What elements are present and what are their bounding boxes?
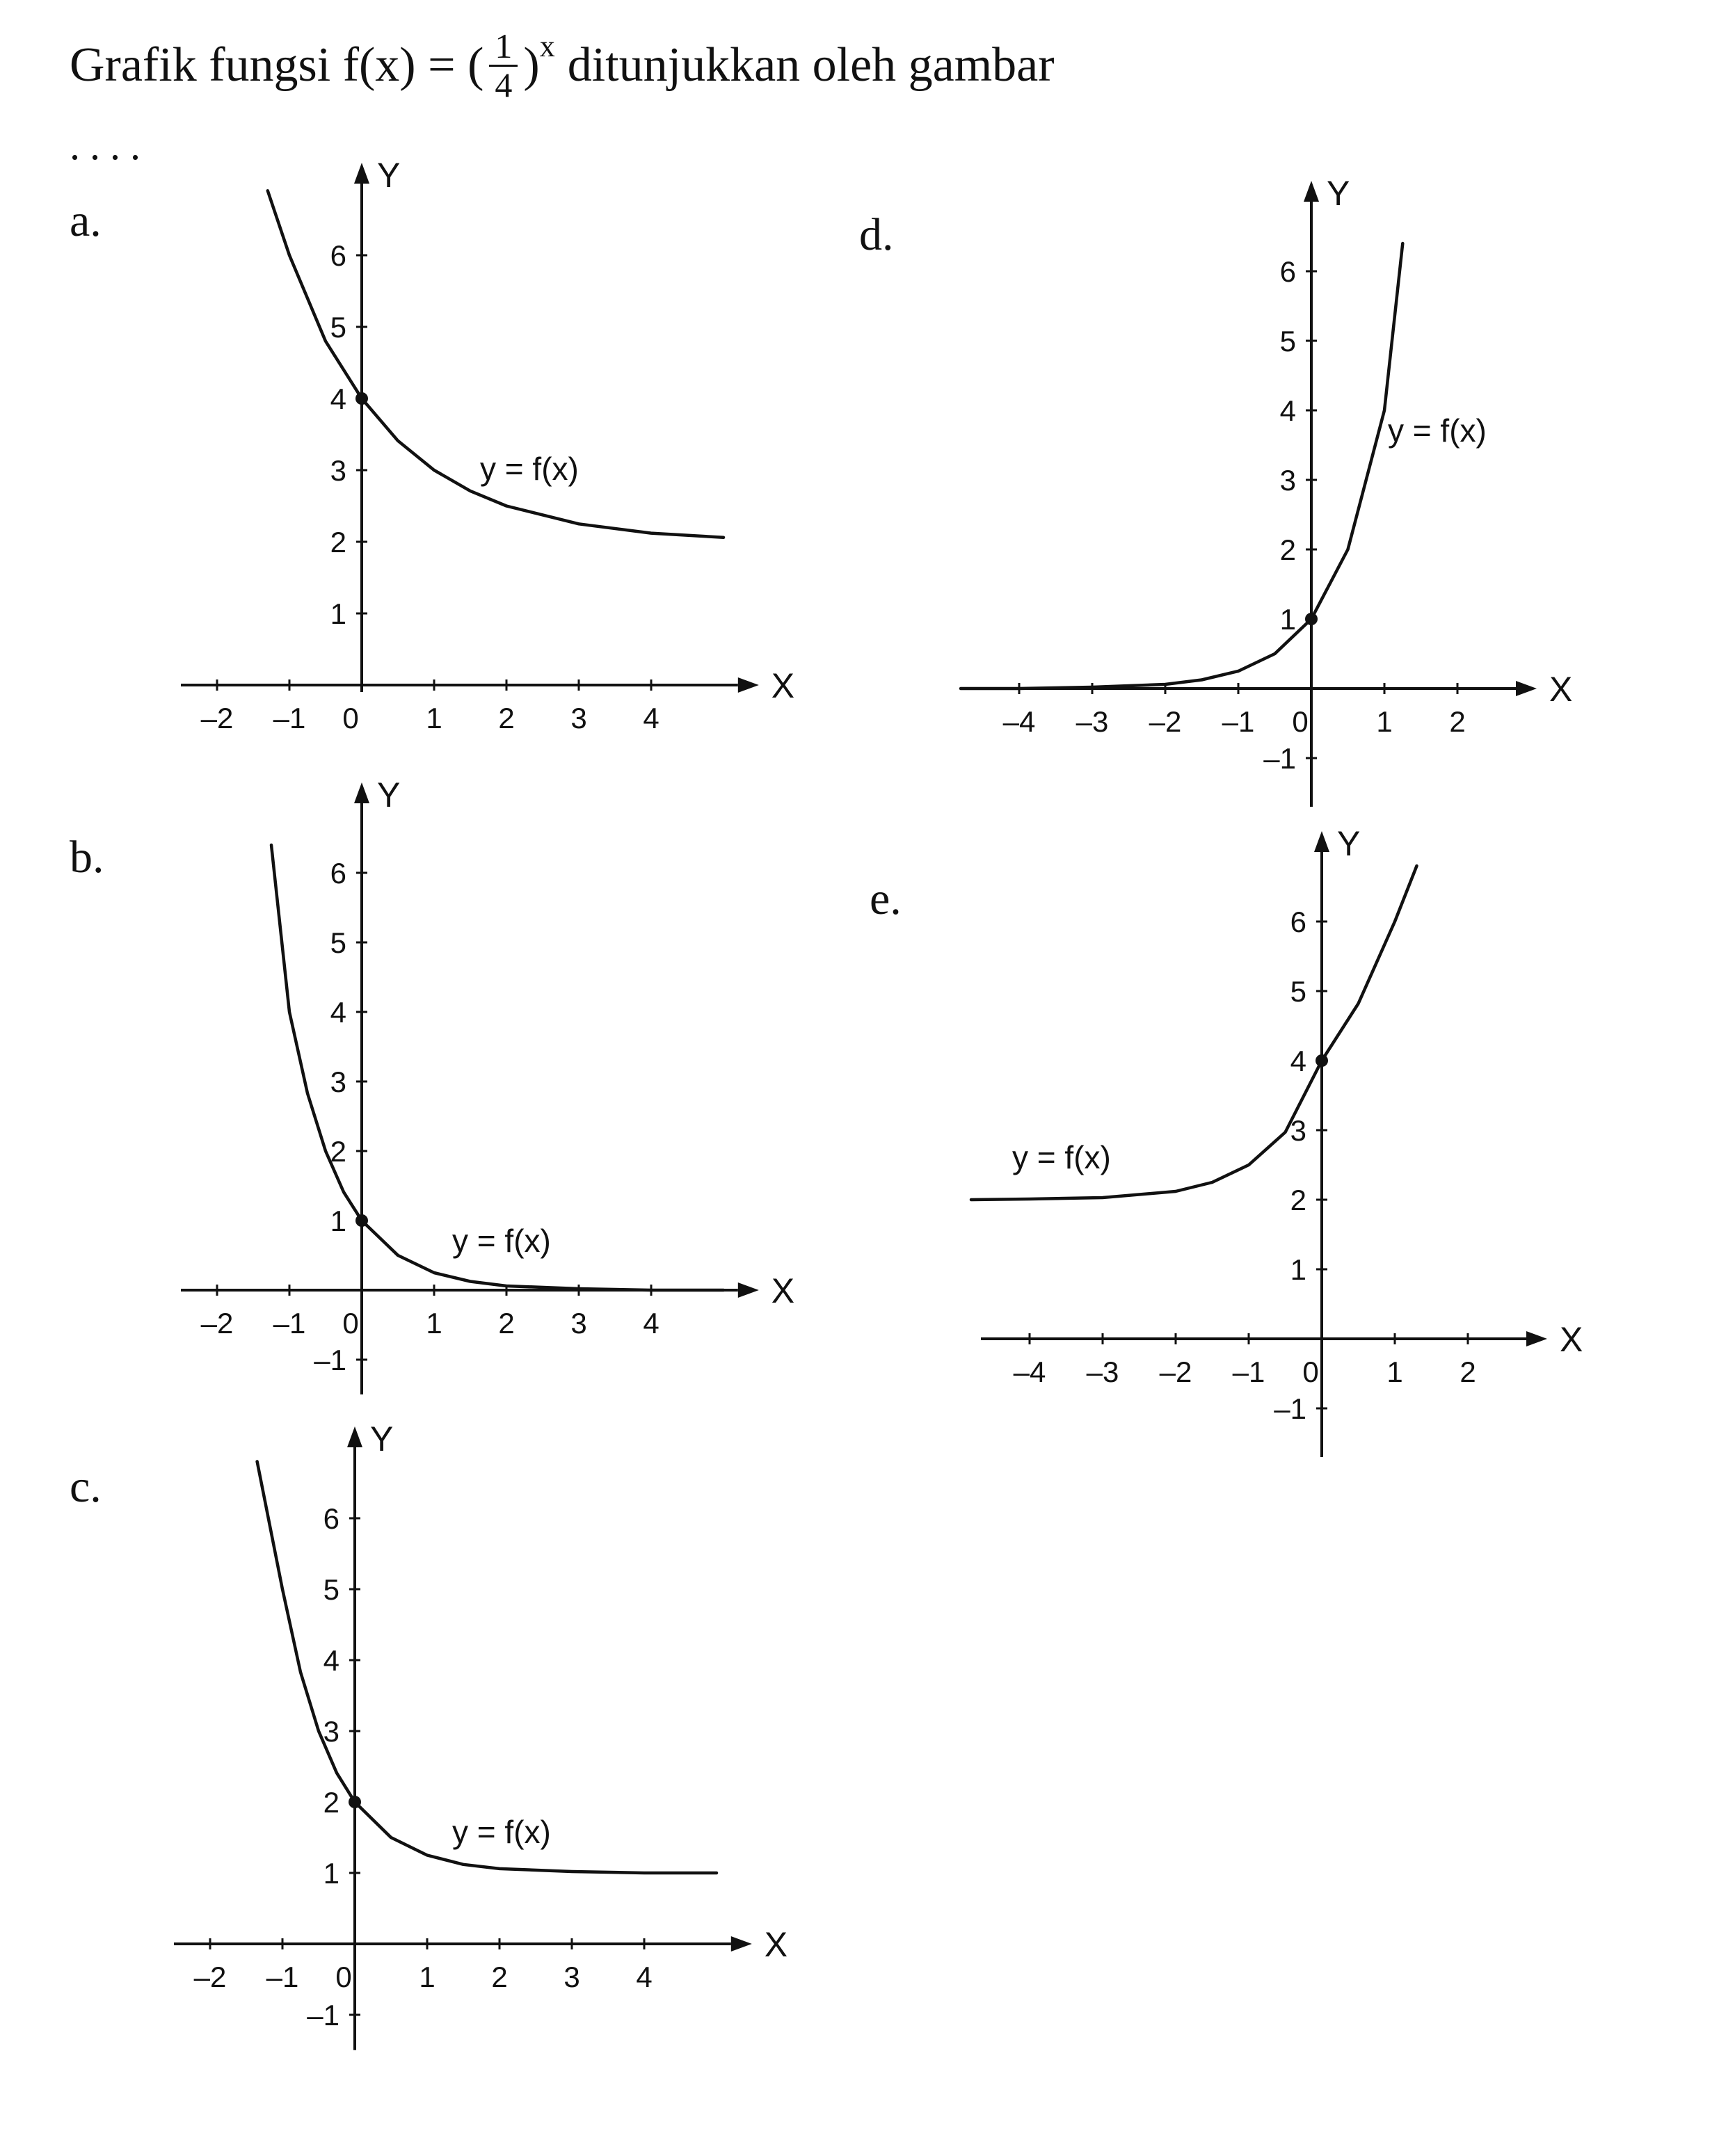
x-tick-label: –3 bbox=[1076, 705, 1109, 738]
intercept-point bbox=[355, 392, 368, 405]
question-suffix: ditunjukkan oleh gambar bbox=[567, 38, 1055, 92]
x-tick-label: 3 bbox=[570, 1307, 587, 1340]
function-curve bbox=[961, 243, 1402, 689]
curve-label: y = f(x) bbox=[452, 1223, 551, 1259]
option-label-b: b. bbox=[70, 832, 104, 883]
y-tick-label: 1 bbox=[1290, 1253, 1306, 1286]
y-tick-label: 6 bbox=[1279, 255, 1296, 288]
x-tick-label: 2 bbox=[1449, 705, 1466, 738]
fraction bbox=[489, 28, 518, 103]
y-tick-label: 4 bbox=[330, 383, 346, 415]
question-prefix: Grafik fungsi f(x) = ( bbox=[70, 38, 484, 92]
x-tick-label: 1 bbox=[426, 1307, 442, 1340]
x-tick-label: 4 bbox=[636, 1961, 653, 1993]
y-tick-label: 4 bbox=[330, 996, 346, 1029]
x-tick-label: 4 bbox=[643, 702, 659, 734]
y-tick-label: 6 bbox=[323, 1502, 339, 1535]
y-tick-label: 4 bbox=[1290, 1045, 1306, 1077]
y-tick-label: 4 bbox=[1279, 394, 1296, 427]
x-tick-label: –2 bbox=[200, 702, 234, 734]
x-tick-label: 1 bbox=[426, 702, 442, 734]
option-label-d: d. bbox=[859, 209, 894, 260]
y-tick-label: 6 bbox=[1290, 906, 1306, 938]
x-tick-label: –2 bbox=[1159, 1355, 1192, 1388]
x-axis-label: X bbox=[1560, 1320, 1583, 1359]
option-label-e: e. bbox=[870, 874, 902, 924]
x-tick-label: 1 bbox=[419, 1961, 435, 1993]
option-label-a: a. bbox=[70, 195, 102, 246]
y-tick-label: 2 bbox=[1290, 1184, 1306, 1216]
x-tick-label: –2 bbox=[1149, 705, 1182, 738]
x-tick-label: –1 bbox=[273, 1307, 306, 1340]
y-axis-arrow bbox=[354, 163, 369, 184]
intercept-point bbox=[349, 1796, 361, 1808]
x-tick-label: 0 bbox=[335, 1961, 352, 1993]
x-axis-arrow bbox=[1526, 1331, 1547, 1346]
x-tick-label: 0 bbox=[1292, 705, 1309, 738]
y-axis-label: Y bbox=[370, 1419, 394, 1458]
x-tick-label: –4 bbox=[1002, 705, 1036, 738]
intercept-point bbox=[355, 1214, 368, 1227]
graph-option-c bbox=[174, 1419, 800, 2156]
x-tick-label: 2 bbox=[491, 1961, 508, 1993]
y-tick-label: 6 bbox=[330, 239, 346, 272]
y-tick-label: 3 bbox=[1279, 464, 1296, 497]
x-axis-arrow bbox=[1516, 681, 1537, 696]
y-axis-label: Y bbox=[1337, 824, 1361, 863]
y-tick-label: 5 bbox=[330, 311, 346, 344]
graph-option-d bbox=[960, 174, 1586, 883]
x-tick-label: –2 bbox=[193, 1961, 227, 1993]
x-axis-label: X bbox=[1549, 670, 1573, 709]
x-tick-label: –2 bbox=[200, 1307, 234, 1340]
x-axis-arrow bbox=[731, 1936, 752, 1952]
y-tick-label: 3 bbox=[330, 454, 346, 487]
fraction-denominator: 4 bbox=[495, 65, 513, 104]
fraction-numerator: 1 bbox=[489, 28, 518, 67]
x-axis-label: X bbox=[771, 666, 795, 705]
x-tick-label: 2 bbox=[498, 702, 515, 734]
y-tick-label: 2 bbox=[330, 526, 346, 558]
y-tick-label: 1 bbox=[330, 1205, 346, 1237]
y-tick-label: 4 bbox=[323, 1644, 339, 1677]
curve-label: y = f(x) bbox=[452, 1814, 551, 1850]
y-tick-label: 5 bbox=[1290, 975, 1306, 1008]
x-axis-arrow bbox=[738, 1282, 759, 1298]
y-tick-label: 1 bbox=[323, 1857, 339, 1890]
y-axis-label: Y bbox=[377, 156, 401, 195]
x-tick-label: 3 bbox=[570, 702, 587, 734]
x-tick-label: 0 bbox=[342, 1307, 359, 1340]
y-axis-label: Y bbox=[1327, 174, 1350, 213]
y-tick-label: 3 bbox=[330, 1065, 346, 1098]
y-tick-label: 5 bbox=[323, 1573, 339, 1606]
x-tick-label: 2 bbox=[1460, 1355, 1476, 1388]
y-tick-label: 5 bbox=[330, 926, 346, 959]
curve-label: y = f(x) bbox=[1388, 412, 1487, 449]
question-exponent: x bbox=[539, 29, 555, 63]
x-tick-label: –1 bbox=[273, 702, 306, 734]
x-tick-label: 3 bbox=[563, 1961, 580, 1993]
y-tick-label: –1 bbox=[307, 1999, 339, 2032]
intercept-point bbox=[1316, 1054, 1328, 1067]
graph-option-b bbox=[181, 775, 807, 1495]
y-axis-arrow bbox=[1304, 181, 1319, 202]
question-text bbox=[70, 28, 1055, 103]
x-tick-label: 0 bbox=[342, 702, 359, 734]
y-tick-label: 2 bbox=[1279, 533, 1296, 566]
x-axis-label: X bbox=[764, 1925, 788, 1964]
y-tick-label: 1 bbox=[1279, 603, 1296, 636]
y-axis-label: Y bbox=[377, 775, 401, 814]
question-ellipsis: .... bbox=[70, 122, 150, 168]
x-tick-label: 2 bbox=[498, 1307, 515, 1340]
x-tick-label: 1 bbox=[1376, 705, 1393, 738]
y-tick-label: 2 bbox=[330, 1135, 346, 1168]
x-axis-arrow bbox=[738, 677, 759, 693]
curve-label: y = f(x) bbox=[1012, 1139, 1111, 1175]
x-tick-label: –3 bbox=[1086, 1355, 1119, 1388]
y-tick-label: 2 bbox=[323, 1786, 339, 1819]
x-tick-label: 4 bbox=[643, 1307, 659, 1340]
x-tick-label: –1 bbox=[1222, 705, 1255, 738]
y-tick-label: –1 bbox=[1263, 742, 1296, 775]
x-axis-label: X bbox=[771, 1271, 795, 1310]
curve-label: y = f(x) bbox=[480, 451, 579, 487]
y-tick-label: 1 bbox=[330, 597, 346, 630]
x-tick-label: 0 bbox=[1302, 1355, 1319, 1388]
x-tick-label: 1 bbox=[1386, 1355, 1403, 1388]
graph-option-a bbox=[181, 156, 807, 869]
x-tick-label: –4 bbox=[1013, 1355, 1046, 1388]
intercept-point bbox=[1305, 613, 1318, 625]
y-tick-label: 5 bbox=[1279, 325, 1296, 357]
option-label-c: c. bbox=[70, 1461, 102, 1512]
graph-option-e bbox=[960, 824, 1586, 1530]
y-tick-label: 6 bbox=[330, 857, 346, 890]
x-tick-label: –1 bbox=[1232, 1355, 1265, 1388]
y-tick-label: 3 bbox=[323, 1715, 339, 1748]
x-tick-label: –1 bbox=[266, 1961, 299, 1993]
y-tick-label: –1 bbox=[314, 1344, 346, 1376]
y-tick-label: –1 bbox=[1274, 1392, 1306, 1425]
question-close-paren: ) bbox=[523, 38, 540, 92]
y-tick-label: 3 bbox=[1290, 1114, 1306, 1147]
